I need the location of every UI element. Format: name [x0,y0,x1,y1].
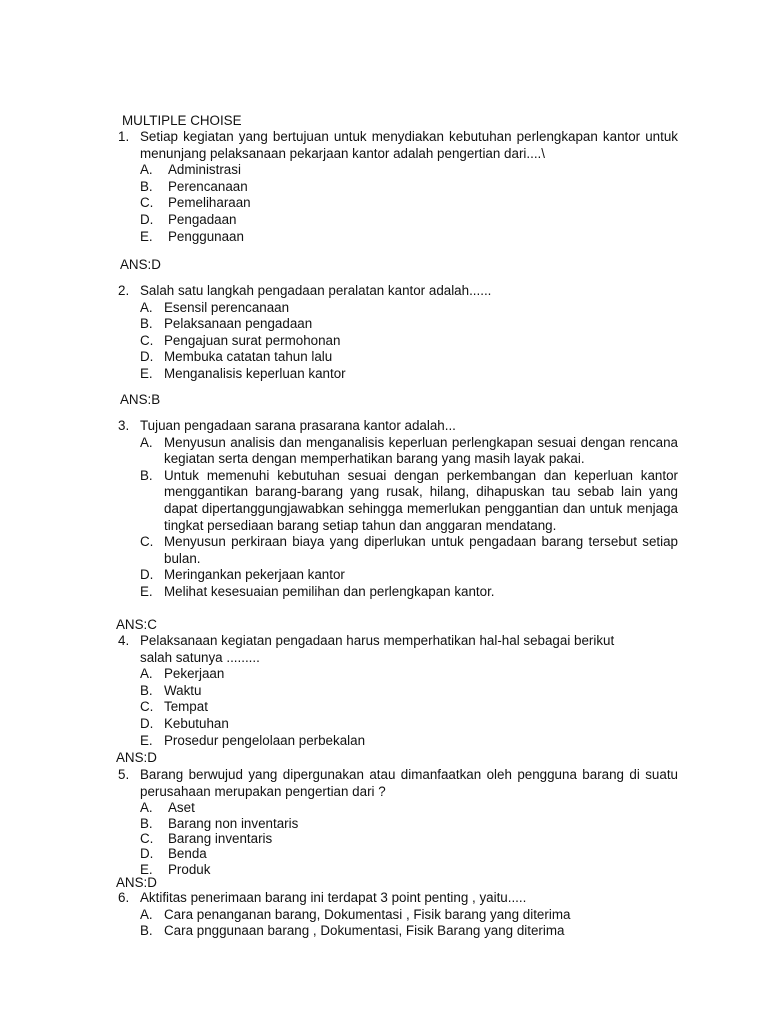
option-list [140,435,678,601]
option-a: A. Administrasi [140,162,241,178]
option-d: D. Kebutuhan [140,715,229,731]
question-number: 5. [118,767,130,782]
question-6 [118,890,678,940]
option-b: B. Waktu [140,682,202,698]
question-5 [118,767,678,877]
question-4 [118,633,678,749]
option-b: B. Barang non inventaris [140,815,299,831]
option-list [140,800,678,877]
option-a: A. Menyusun analisis dan menganalisis keperluan perlengkapan sesuai dengan rencana kegiatan serta dengan memperhatikan barang yang masih layak pakai. [140,434,678,467]
option-list [140,162,678,245]
question-text: Tujuan pengadaan sarana prasarana kantor adalah... [140,418,456,433]
option-d: D. Pengadaan [140,211,237,227]
option-list [140,907,678,940]
option-list [140,300,678,383]
option-d: D. Meringankan pekerjaan kantor [140,567,345,583]
option-c: C. Barang inventaris [140,831,273,846]
document-heading: MULTIPLE CHOISE [122,113,242,128]
option-e: E. Prosedur pengelolaan perbekalan [140,732,366,748]
answer-1: ANS:D [120,257,161,272]
option-a: A. Cara penanganan barang, Dokumentasi , Fisik barang yang diterima [140,906,571,922]
option-d: D. Membuka catatan tahun lalu [140,349,333,365]
option-b: B. Pelaksanaan pengadaan [140,316,313,332]
answer-4: ANS:D [116,750,157,765]
question-2 [118,283,678,383]
answer-2: ANS:B [120,392,161,407]
question-text: Aktifitas penerimaan barang ini terdapat 3 point penting , yaitu..... [140,890,527,905]
question-text: Setiap kegiatan yang bertujuan untuk menydiakan kebutuhan perlengkapan kantor untuk menunjang pelaksanaan pekarjaan kantor adalah pengertian dari....\ [140,129,678,161]
option-a: A. Pekerjaan [140,666,225,682]
option-list [140,666,678,749]
option-b: B. Perencanaan [140,178,248,194]
option-e: E. Penggunaan [140,228,244,244]
option-c: C. Pengajuan surat permohonan [140,332,341,348]
question-text: Pelaksanaan kegiatan pengadaan harus memperhatikan hal-hal sebagai berikut salah satunya ......... [140,633,615,665]
question-text: Salah satu langkah pengadaan peralatan kantor adalah...... [140,283,492,298]
question-number: 6. [118,890,130,905]
option-e: E. Menganalisis keperluan kantor [140,365,346,381]
option-a: A. Aset [140,800,195,816]
question-number: 3. [118,418,130,433]
question-number: 1. [118,129,130,144]
option-a: A. Esensil perencanaan [140,299,290,315]
option-c: C. Tempat [140,699,208,715]
option-e: E. Melihat kesesuaian pemilihan dan perlengkapan kantor. [140,583,495,599]
option-b: B. Cara pnggunaan barang , Dokumentasi, Fisik Barang yang diterima [140,923,565,939]
option-d: D. Benda [140,846,207,862]
question-number: 4. [118,633,130,648]
option-c: C. Pemeliharaan [140,195,251,211]
question-number: 2. [118,283,130,298]
answer-5: ANS:D [116,875,157,890]
question-1 [118,129,678,245]
option-b: B. Untuk memenuhi kebutuhan sesuai dengan perkembangan dan keperluan kantor menggantikan barang-barang yang rusak, hilang, dihapuskan tau sebab lain yang dapat dipertanggungjawabkan sehingga memerlukan penggantian dan untuk menjaga tingkat persediaan barang setiap tahun dan anggaran mendatang. [140,467,678,533]
option-c: C. Menyusun perkiraan biaya yang diperlukan untuk pengadaan barang tersebut setiap bulan. [140,534,678,566]
question-text: Barang berwujud yang dipergunakan atau dimanfaatkan oleh pengguna barang di suatu perusahaan merupakan pengertian dari ? [140,767,678,799]
answer-3: ANS:C [116,617,157,632]
question-3 [118,418,678,601]
option-e: E. Produk [140,861,211,877]
